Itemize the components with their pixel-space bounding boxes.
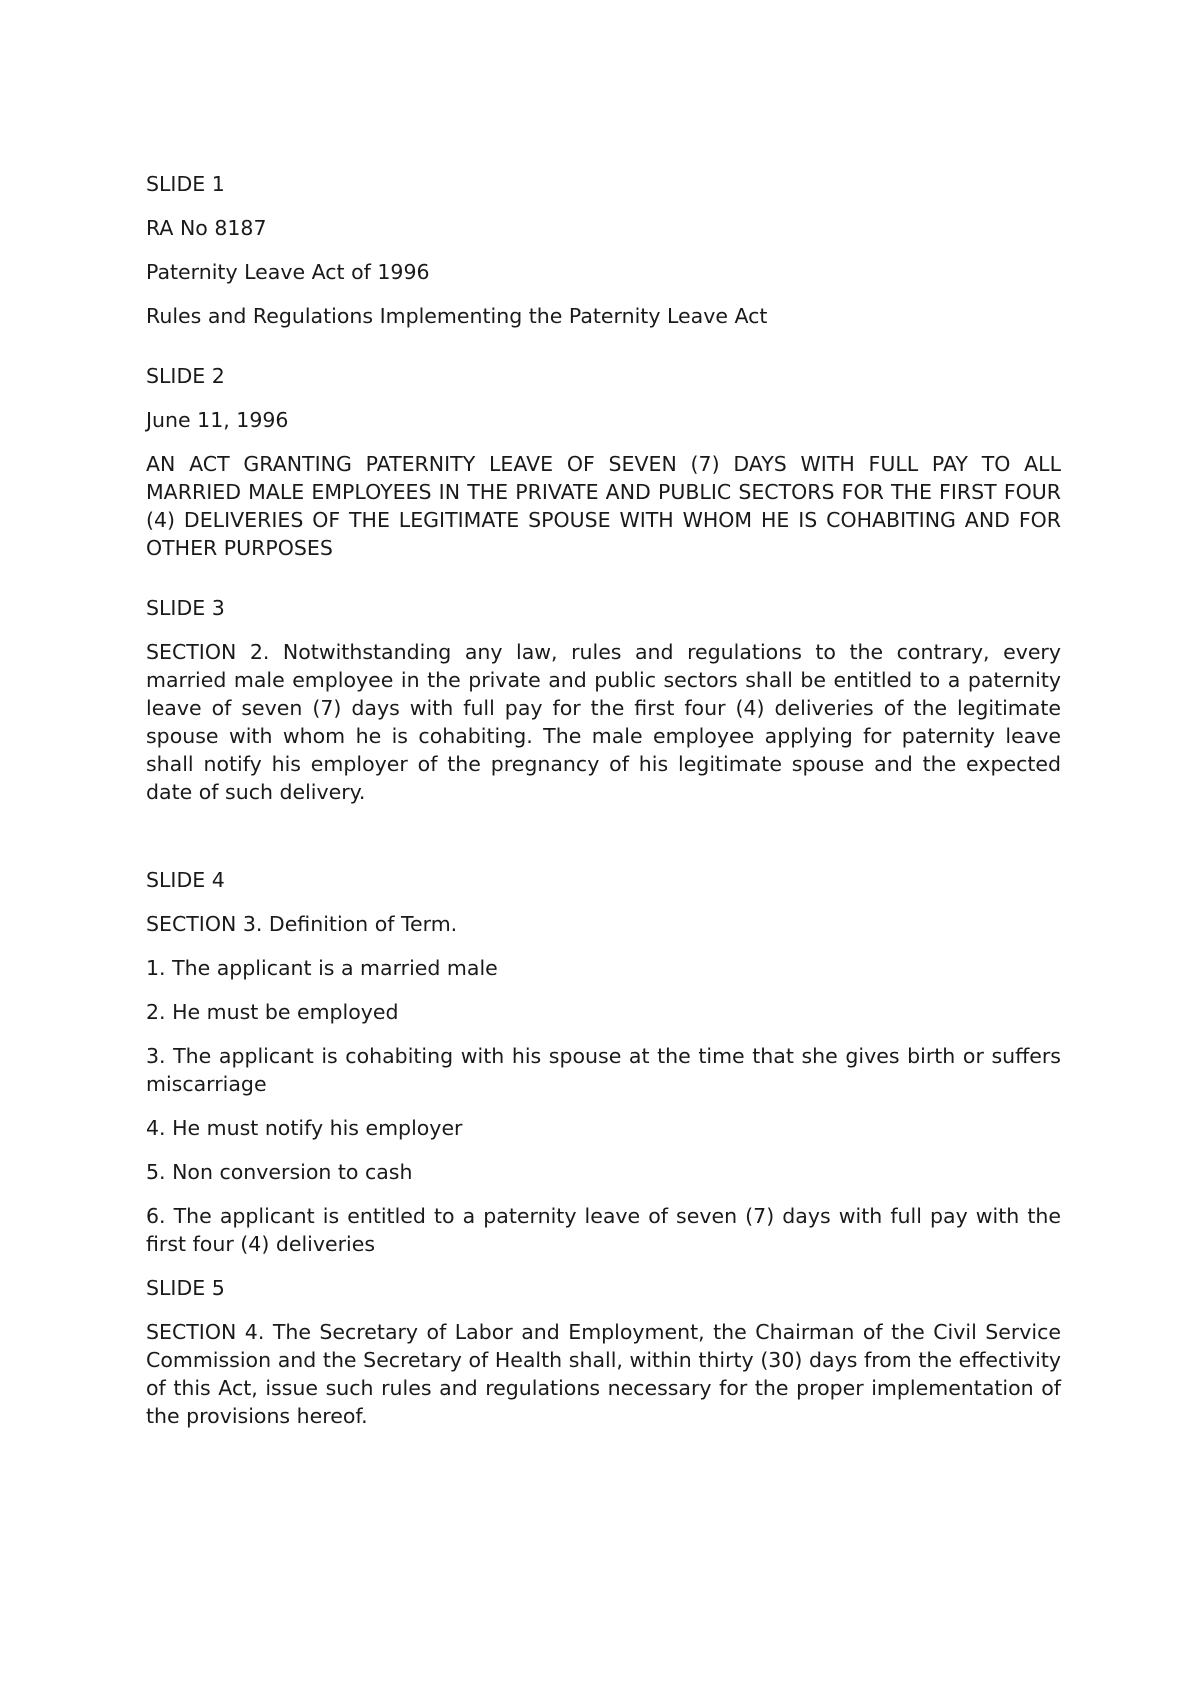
list-item: 3. The applicant is cohabiting with his spouse at the time that she gives birth or suffers miscarriage <box>146 1044 1061 1096</box>
act-number: RA No 8187 <box>146 216 267 240</box>
slide-5-section <box>146 1274 1061 1430</box>
act-date: June 11, 1996 <box>146 408 289 432</box>
list-item: 2. He must be employed <box>146 1000 399 1024</box>
slide-heading: SLIDE 5 <box>146 1276 225 1300</box>
document-page <box>146 170 1061 1446</box>
list-item: 5. Non conversion to cash <box>146 1160 413 1184</box>
list-item: 6. The applicant is entitled to a paternity leave of seven (7) days with full pay with the first four (4) deliveries <box>146 1204 1061 1256</box>
section-2-paragraph: SECTION 2. Notwithstanding any law, rules and regulations to the contrary, every married male employee in the private and public sectors shall be entitled to a paternity leave of seven (7) days with full pay for the first four (4) deliveries of the legitimate spouse with whom he is cohabiting. The male employee applying for paternity leave shall notify his employer of the pregnancy of his legitimate spouse and the expected date of such delivery. <box>146 640 1061 804</box>
slide-heading: SLIDE 2 <box>146 364 225 388</box>
act-title: Paternity Leave Act of 1996 <box>146 260 430 284</box>
slide-heading: SLIDE 1 <box>146 172 225 196</box>
slide-heading: SLIDE 4 <box>146 868 225 892</box>
section-3-heading: SECTION 3. Definition of Term. <box>146 912 458 936</box>
list-item: 4. He must notify his employer <box>146 1116 463 1140</box>
act-long-title: AN ACT GRANTING PATERNITY LEAVE OF SEVEN (7) DAYS WITH FULL PAY TO ALL MARRIED MALE EMPLOYEES IN THE PRIVATE AND PUBLIC SECTORS FOR THE FIRST FOUR (4) DELIVERIES OF THE LEGITIMATE SPOUSE WITH WHOM HE IS COHABITING AND FOR OTHER PURPOSES <box>146 452 1061 560</box>
slide-1-section <box>146 170 1061 330</box>
slide-3-section <box>146 594 1061 806</box>
rules-title: Rules and Regulations Implementing the Paternity Leave Act <box>146 304 768 328</box>
slide-2-section <box>146 362 1061 562</box>
list-item: 1. The applicant is a married male <box>146 956 498 980</box>
slide-heading: SLIDE 3 <box>146 596 225 620</box>
section-4-paragraph: SECTION 4. The Secretary of Labor and Employment, the Chairman of the Civil Service Commission and the Secretary of Health shall, within thirty (30) days from the effectivity of this Act, issue such rules and regulations necessary for the proper implementation of the provisions hereof. <box>146 1320 1061 1428</box>
slide-4-section <box>146 866 1061 1258</box>
